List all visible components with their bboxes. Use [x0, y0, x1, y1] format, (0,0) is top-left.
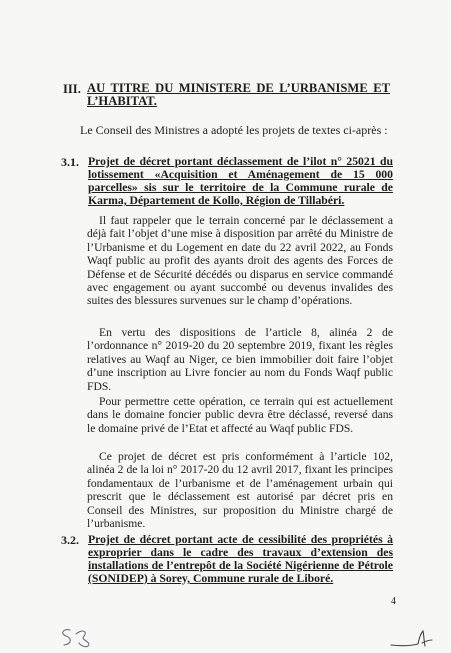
initials-signature-left: [58, 625, 98, 649]
section-number: III.: [63, 82, 81, 96]
paragraph-1: Il faut rappeler que le terrain concerné par le déclassement a déjà fait l’objet d’une mise à disposition par arrêté du Ministre de l’Urbanisme et du Logement en date du 22 avril 2022, au Fonds Waqf public au profit des ayants droit des agents des Forces de Défense et de Sécurité décédés ou disparus en service commandé avec engagement ou ayant succombé ou devenus invalides des suites des blessures survenues sur le champ d’opérations.: [87, 214, 393, 308]
section-title: AU TITRE DU MINISTERE DE L’URBANISME ET L’HABITAT.: [87, 81, 390, 108]
subsection-1-title: Projet de décret portant déclassement de l’ilot n° 25021 du lotissement «Acquisition et Aménagement de 15 000 parcelles» sis sur le territoire de la Commune rurale de Karma, Département de Kollo, Région de Tillabéri.: [88, 155, 393, 207]
paragraph-4: Ce projet de décret est pris conformément à l’article 102, alinéa 2 de la loi n° 2017-20 du 12 avril 2017, fixant les principes fondamentaux de l’urbanisme et de l’aménagement urbain qui prescrit que le déclassement est autorisé par décret pris en Conseil des Ministres, sur proposition du Ministre chargé de l’urbanisme.: [87, 450, 393, 531]
subsection-2-title: Projet de décret portant acte de cessibilité des propriétés à exproprier dans le cadre des travaux d’extension des installations de l’entrepôt de la Société Nigérienne de Pétrole (SONIDEP) à Sorey, Commune rurale de Liboré.: [88, 533, 393, 585]
paragraph-3: Pour permettre cette opération, ce terrain qui est actuellement dans le domaine foncier public devra être déclassé, reversé dans le domaine privé de l’Etat et affecté au Waqf public FDS.: [87, 395, 393, 435]
subsection-1-number: 3.1.: [61, 155, 79, 169]
paragraph-2: En vertu des dispositions de l’article 8, alinéa 2 de l’ordonnance n° 2019-20 du 20 septembre 2019, fixant les règles relatives au Waqf au Niger, ce bien immobilier doit faire l’objet d’une inscription au Livre foncier au nom du Fonds Waqf public FDS.: [87, 326, 393, 393]
page-number: 4: [391, 596, 396, 607]
initials-signature-right: [388, 628, 434, 650]
subsection-2-number: 3.2.: [61, 533, 79, 547]
intro-text: Le Conseil des Ministres a adopté les projets de textes ci-après :: [80, 123, 388, 137]
